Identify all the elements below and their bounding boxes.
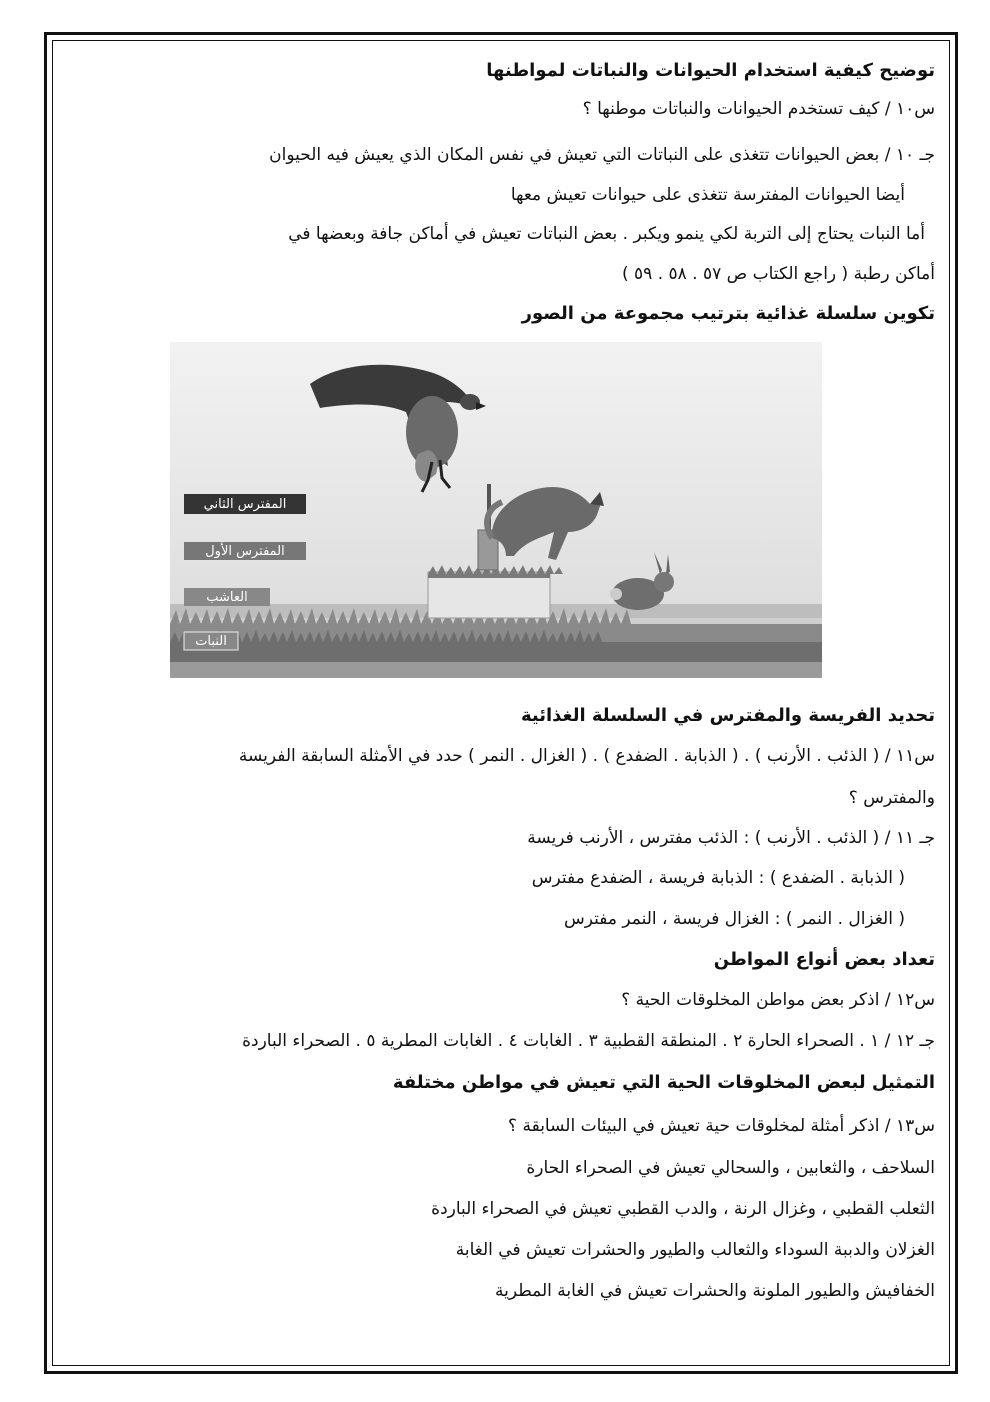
heading-prey-predator: تحديد الفريسة والمفترس في السلسلة الغذائية <box>520 705 935 726</box>
answer-12: جـ ١٢ / ١ . الصحراء الحارة ٢ . المنطقة القطبية ٣ . الغابات ٤ . الغابات المطرية ٥ . الصحراء الباردة <box>242 1031 935 1051</box>
heading-food-chain: تكوين سلسلة غذائية بترتيب مجموعة من الصور <box>521 303 935 324</box>
answer-11-line-3: ( الغزال . النمر ) : الغزال فريسة ، النمر مفترس <box>563 909 905 929</box>
answer-10-line-4: أماكن رطبة ( راجع الكتاب ص ٥٧ . ٥٨ . ٥٩ ) <box>621 264 935 284</box>
heading-organisms-habitats: التمثيل لبعض المخلوقات الحية التي تعيش في مواطن مختلفة <box>392 1072 935 1093</box>
question-10: س١٠ / كيف تستخدم الحيوانات والنباتات موطنها ؟ <box>582 99 935 119</box>
svg-text:العاشب: العاشب <box>206 590 248 605</box>
answer-10-line-2: أيضا الحيوانات المفترسة تتغذى على حيوانات تعيش معها <box>510 185 905 205</box>
heading-habitat-use: توضيح كيفية استخدام الحيوانات والنباتات لمواطنها <box>486 60 935 81</box>
food-chain-figure <box>170 342 822 678</box>
answer-10-line-3: أما النبات يحتاج إلى التربة لكي ينمو ويكبر . بعض النباتات تعيش في أماكن جافة وبعضها في <box>288 224 925 244</box>
answer-13-line-1: السلاحف ، والثعابين ، والسحالي تعيش في الصحراء الحارة <box>526 1158 935 1178</box>
answer-11-line-1: جـ ١١ / ( الذئب . الأرنب ) : الذئب مفترس ، الأرنب فريسة <box>527 828 935 848</box>
question-11-line-2: والمفترس ؟ <box>848 788 935 808</box>
question-13: س١٣ / اذكر أمثلة لمخلوقات حية تعيش في البيئات السابقة ؟ <box>508 1116 935 1136</box>
answer-13-line-4: الخفافيش والطيور الملونة والحشرات تعيش في الغابة المطرية <box>495 1281 935 1301</box>
answer-11-line-2: ( الذبابة . الضفدع ) : الذبابة فريسة ، الضفدع مفترس <box>531 868 905 888</box>
answer-13-line-2: الثعلب القطبي ، وغزال الرنة ، والدب القطبي تعيش في الصحراء الباردة <box>431 1199 935 1219</box>
answer-10-line-1: جـ ١٠ / بعض الحيوانات تتغذى على النباتات التي تعيش في نفس المكان الذي يعيش فيه الحيوان <box>269 145 935 165</box>
question-11-line-1: س١١ / ( الذئب . الأرنب ) . ( الذبابة . الضفدع ) . ( الغزال . النمر ) حدد في الأمثلة السابقة الفريسة <box>238 746 935 766</box>
label-second-predator <box>184 494 306 514</box>
label-first-predator <box>184 542 306 560</box>
answer-13-line-3: الغزلان والدببة السوداء والثعالب والطيور والحشرات تعيش في الغابة <box>455 1240 935 1260</box>
label-plant <box>184 632 238 650</box>
svg-text:النبات: النبات <box>195 634 227 649</box>
question-12: س١٢ / اذكر بعض مواطن المخلوقات الحية ؟ <box>621 990 935 1010</box>
platform <box>428 565 563 618</box>
heading-habitat-types: تعداد بعض أنواع المواطن <box>713 949 935 970</box>
svg-text:المفترس الأول: المفترس الأول <box>205 544 285 559</box>
svg-text:المفترس الثاني: المفترس الثاني <box>203 497 287 512</box>
label-herbivore <box>184 588 270 606</box>
